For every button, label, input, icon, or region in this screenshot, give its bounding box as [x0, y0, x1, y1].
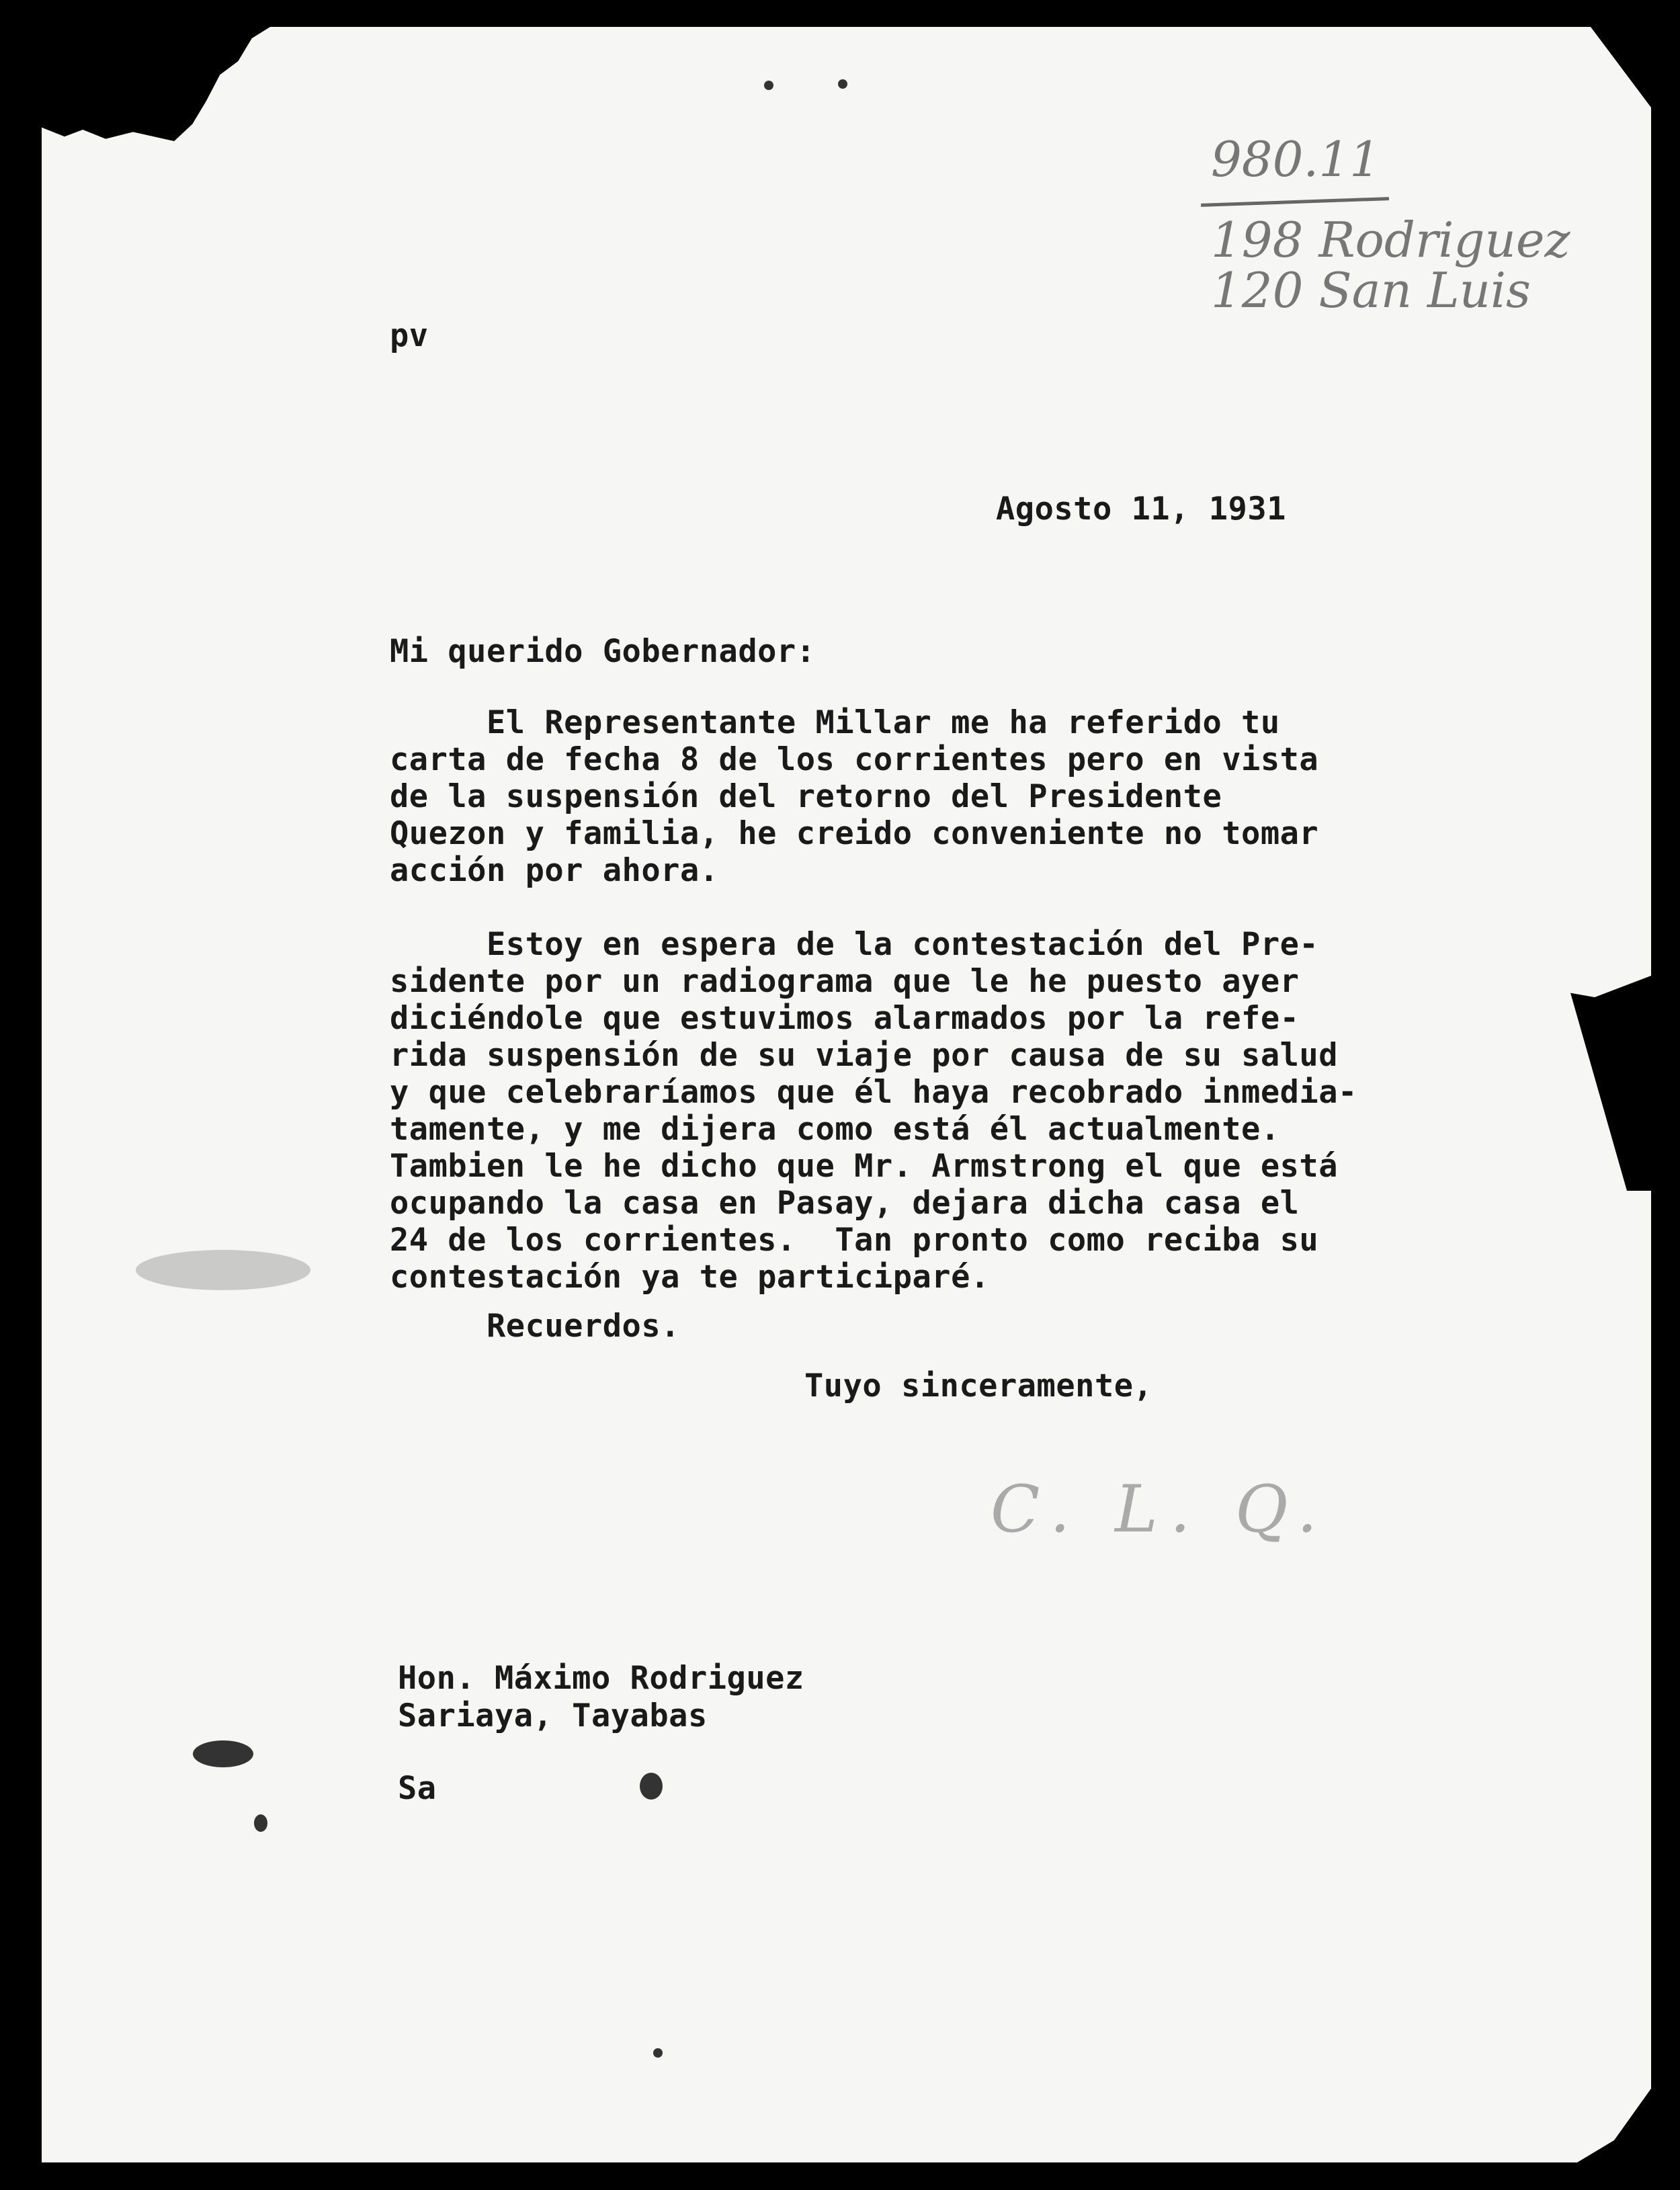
handwritten-note-line-1: 198 Rodriguez: [1211, 212, 1570, 268]
paragraph-2-line: 24 de los corrientes. Tan pronto como reciba su: [390, 1222, 1319, 1259]
paragraph-2-line: sidente por un radiograma que le he puesto ayer: [390, 963, 1300, 1000]
salutation: Mi querido Gobernador:: [390, 633, 816, 670]
paragraph-2-line: tamente, y me dijera como está él actualmente.: [390, 1111, 1280, 1148]
paragraph-2-line: rida suspensión de su viaje por causa de su salud: [390, 1037, 1339, 1074]
handwritten-note-line-2: 120 San Luis: [1211, 262, 1531, 319]
recipient-name: Hon. Máximo Rodriguez: [398, 1660, 804, 1697]
paragraph-2-line: Estoy en espera de la contestación del Pre-: [390, 926, 1319, 963]
reference-initials: Sa: [398, 1770, 437, 1807]
ink-smudge: [640, 1773, 663, 1800]
ink-smudge: [254, 1814, 267, 1832]
recipient-address: Sariaya, Tayabas: [398, 1697, 708, 1734]
paragraph-2-line: diciéndole que estuvimos alarmados por la refe-: [390, 1000, 1300, 1037]
paragraph-1-line: acción por ahora.: [390, 852, 719, 889]
stain: [136, 1250, 310, 1290]
paragraph-2-line: contestación ya te participaré.: [390, 1259, 990, 1296]
torn-corner-bottom-right: [1577, 2089, 1651, 2162]
ink-smudge: [653, 2048, 663, 2058]
signature-initials: C. L. Q.: [991, 1472, 1330, 1547]
paragraph-1-line: El Representante Millar me ha referido tu: [390, 704, 1280, 741]
typist-mark: pv: [390, 317, 429, 354]
torn-corner-top-left: [42, 27, 270, 141]
paragraph-1-line: Quezon y familia, he creido conveniente no tomar: [390, 815, 1319, 852]
ink-smudge: [838, 79, 847, 89]
paragraph-1-line: carta de fecha 8 de los corrientes pero en vista: [390, 741, 1319, 778]
torn-edge-right: [1570, 976, 1651, 1191]
paragraph-1-line: de la suspensión del retorno del Presidente: [390, 778, 1222, 815]
letter-page: [42, 27, 1651, 2162]
ink-smudge: [193, 1740, 253, 1767]
closing-line: Tuyo sinceramente,: [804, 1367, 1153, 1404]
torn-corner-top-right: [1591, 27, 1651, 108]
paragraph-2-line: Tambien le he dicho que Mr. Armstrong el que está: [390, 1148, 1339, 1185]
file-number-underline: [1201, 197, 1389, 207]
regards-line: Recuerdos.: [390, 1308, 680, 1345]
paragraph-2-line: y que celebraríamos que él haya recobrado inmedia-: [390, 1074, 1357, 1111]
paragraph-2-line: ocupando la casa en Pasay, dejara dicha casa el: [390, 1185, 1300, 1222]
letter-date: Agosto 11, 1931: [996, 491, 1286, 528]
ink-smudge: [764, 81, 773, 90]
file-number: 980.11: [1211, 131, 1380, 187]
